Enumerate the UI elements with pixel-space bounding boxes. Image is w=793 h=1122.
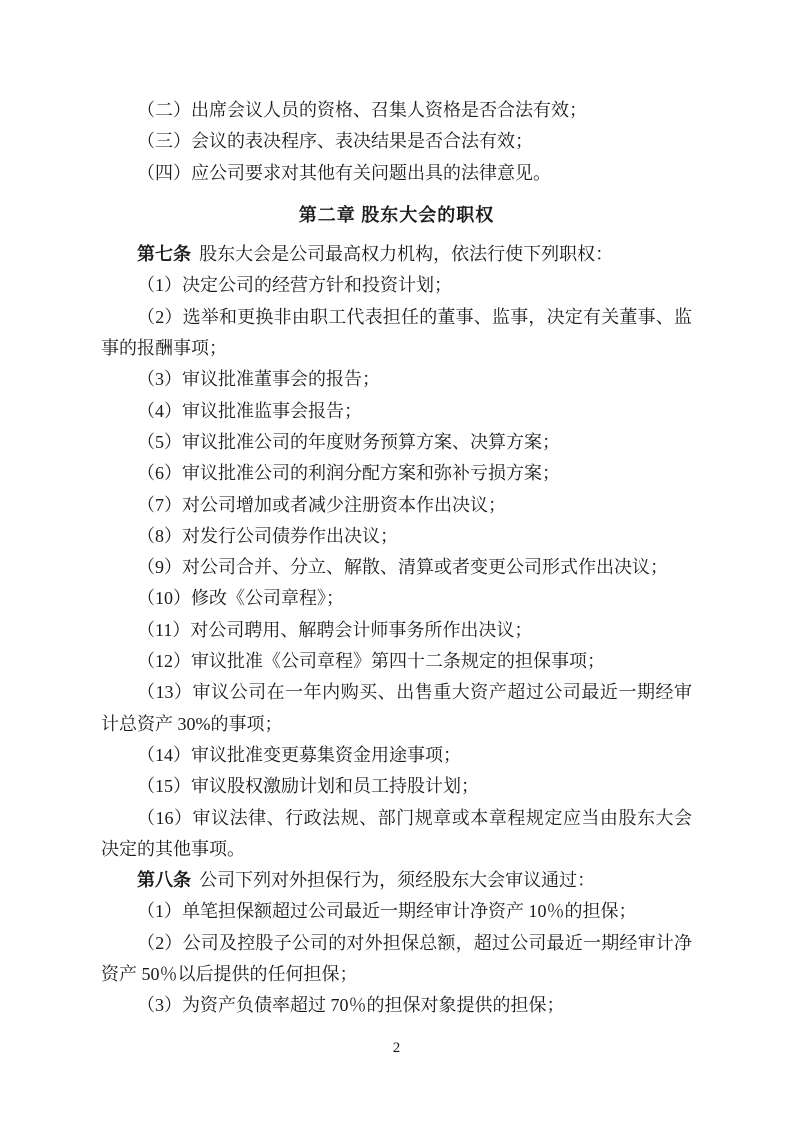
article-7-item-4: （4）审议批准监事会报告；	[137, 400, 362, 421]
article-8-text: 公司下列对外担保行为，须经股东大会审议通过：	[199, 870, 596, 891]
article-7-text: 股东大会是公司最高权力机构，依法行使下列职权：	[199, 244, 614, 265]
article-7-item-2: （2）选举和更换非由职工代表担任的董事、监事，决定有关董事、监事的报酬事项；	[101, 306, 692, 359]
article-7-item-11: （11）对公司聘用、解聘会计师事务所作出决议；	[137, 619, 533, 640]
document-body	[101, 95, 692, 1022]
article-7-item-6: （6）审议批准公司的利润分配方案和弥补亏损方案；	[137, 463, 560, 484]
list-item-2: （二）出席会议人员的资格、召集人资格是否合法有效；	[137, 100, 587, 120]
article-7-item-3: （3）审议批准董事会的报告；	[137, 369, 380, 390]
article-8-item-1: （1）单笔担保额超过公司最近一期经审计净资产 10％的担保；	[137, 901, 637, 922]
article-7	[101, 239, 692, 270]
article-7-item-1: （1）决定公司的经营方针和投资计划；	[137, 275, 452, 296]
article-7-item-10: （10）修改《公司章程》；	[137, 588, 344, 609]
list-item-4: （四）应公司要求对其他有关问题出具的法律意见。	[137, 162, 551, 183]
article-7-item-13: （13）审议公司在一年内购买、出售重大资产超过公司最近一期经审计总资产 30%的事项；	[101, 682, 692, 734]
article-7-item-8: （8）对发行公司债券作出决议；	[137, 525, 398, 546]
article-7-item-9: （9）对公司合并、分立、解散、清算或者变更公司形式作出决议；	[137, 557, 668, 578]
article-7-item-15: （15）审议股权激励计划和员工持股计划；	[137, 776, 479, 797]
list-item-3: （三）会议的表决程序、表决结果是否合法有效；	[137, 131, 533, 152]
article-7-item-7: （7）对公司增加或者减少注册资本作出决议；	[137, 494, 506, 515]
article-7-item-12: （12）审议批准《公司章程》第四十二条规定的担保事项；	[137, 651, 605, 672]
page-number: 2	[392, 1040, 401, 1056]
article-8-item-2: （2）公司及控股子公司的对外担保总额，超过公司最近一期经审计净资产 50％以后提供的任何担保；	[101, 932, 692, 985]
article-7-item-16: （16）审议法律、行政法规、部门规章或本章程规定应当由股东大会决定的其他事项。	[101, 807, 692, 859]
article-7-number: 第七条	[137, 244, 191, 265]
article-7-item-14: （14）审议批准变更募集资金用途事项；	[137, 744, 461, 765]
chapter-heading: 第二章 股东大会的职权	[298, 204, 495, 225]
article-7-item-5: （5）审议批准公司的年度财务预算方案、决算方案；	[137, 431, 560, 452]
article-8-item-3: （3）为资产负债率超过 70％的担保对象提供的担保；	[137, 995, 565, 1016]
article-8	[101, 865, 692, 896]
article-8-number: 第八条	[137, 870, 191, 891]
